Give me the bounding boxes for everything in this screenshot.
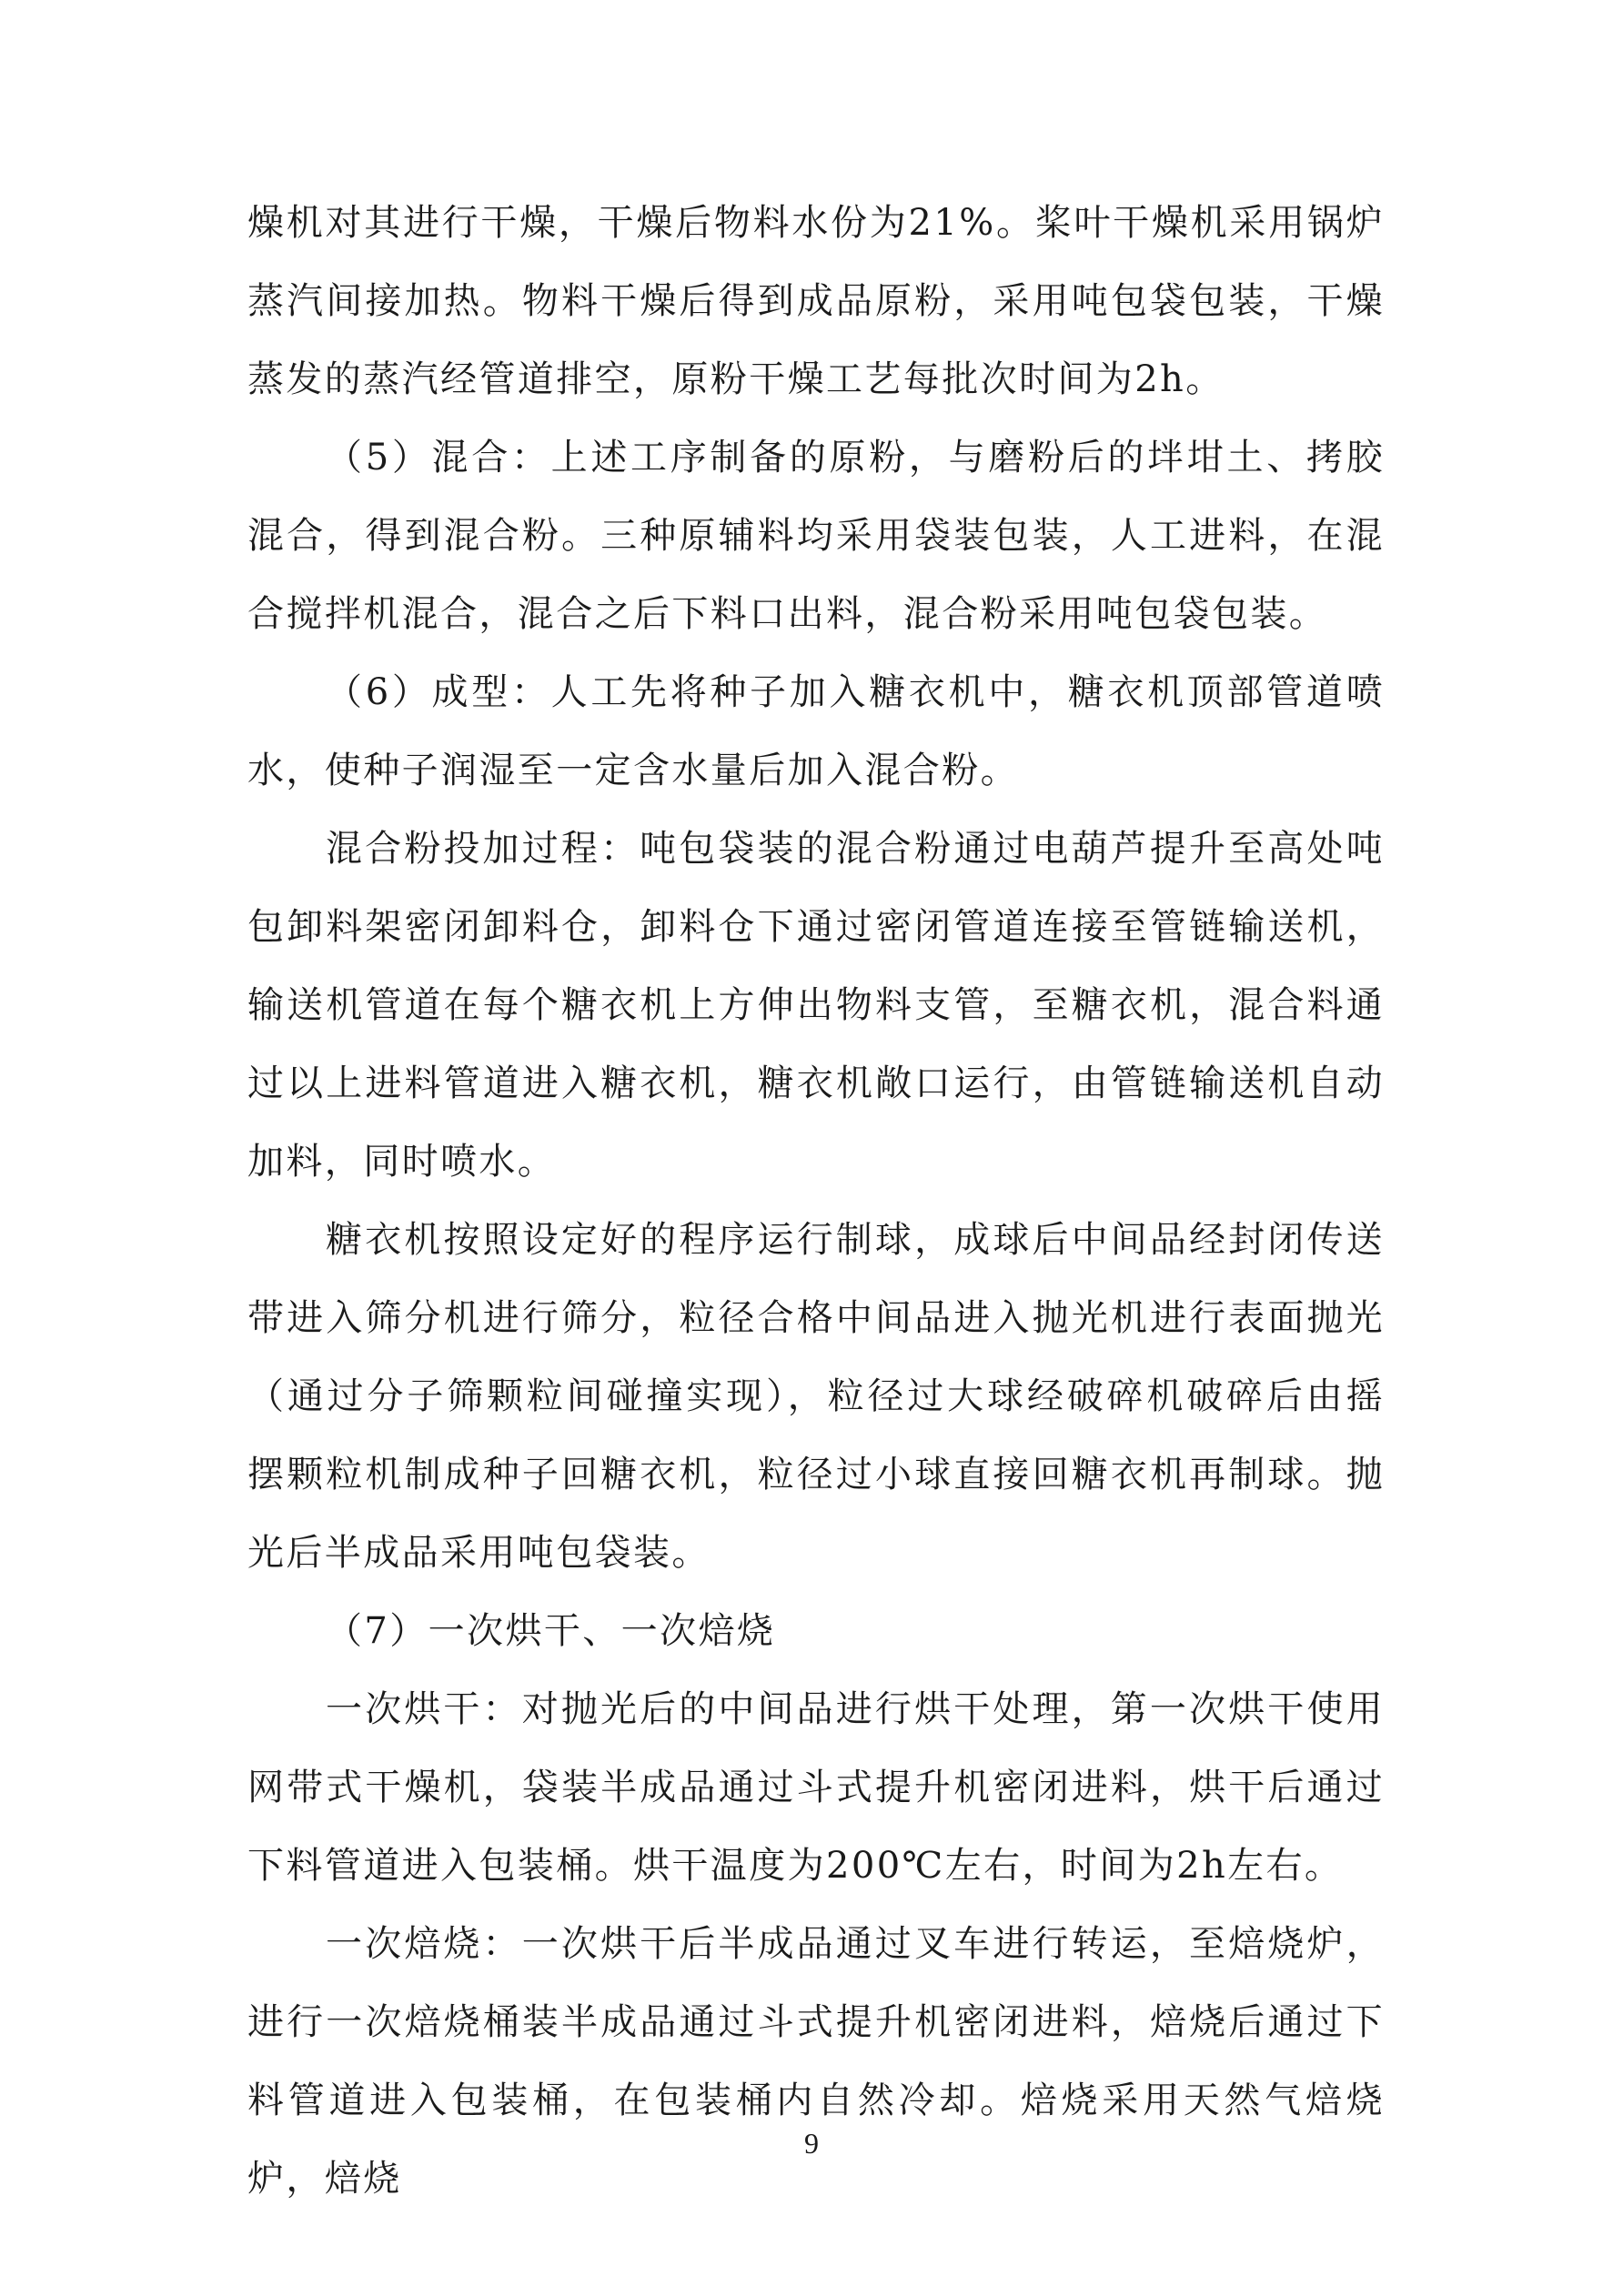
document-body (247, 184, 1385, 2218)
page-number: 9 (804, 2127, 819, 2160)
paragraph-first-roasting: 一次焙烧：一次烘干后半成品通过叉车进行转运，至焙烧炉，进行一次焙烧桶装半成品通过斗式提升机密闭进料，焙烧后通过下料管道进入包装桶，在包装桶内自然冷却。焙烧采用天然气焙烧炉，焙烧 (247, 1923, 1385, 2200)
paragraph-mixing: （5）混合：上述工序制备的原粉，与磨粉后的坢坩土、拷胶混合，得到混合粉。三种原辅料均采用袋装包装，人工进料，在混合搅拌机混合，混合之后下料口出料，混合粉采用吨包袋包装。 (247, 437, 1385, 635)
section-heading-drying-roasting: （7）一次烘干、一次焙烧 (326, 1610, 776, 1652)
paragraph-forming: （6）成型：人工先将种子加入糖衣机中，糖衣机顶部管道喷水，使种子润湿至一定含水量后加入混合粉。 (247, 671, 1385, 791)
paragraph-coating-machine: 糖衣机按照设定好的程序运行制球，成球后中间品经封闭传送带进入筛分机进行筛分，粒径合格中间品进入抛光机进行表面抛光（通过分子筛颗粒间碰撞实现），粒径过大球经破碎机破碎后由摇摆颗粒机制成种子回糖衣机，粒径过小球直接回糖衣机再制球。抛光后半成品采用吨包袋装。 (247, 1219, 1385, 1574)
paragraph-powder-feeding: 混合粉投加过程：吨包袋装的混合粉通过电葫芦提升至高处吨包卸料架密闭卸料仓，卸料仓下通过密闭管道连接至管链输送机，输送机管道在每个糖衣机上方伸出物料支管，至糖衣机，混合料通过以上进料管道进入糖衣机，糖衣机敞口运行，由管链输送机自动加料，同时喷水。 (247, 828, 1385, 1183)
paragraph-drying-continued: 燥机对其进行干燥，干燥后物料水份为21%。桨叶干燥机采用锅炉蒸汽间接加热。物料干燥后得到成品原粉，采用吨包袋包装，干燥蒸发的蒸汽经管道排空，原粉干燥工艺每批次时间为2h。 (247, 202, 1385, 400)
paragraph-first-drying: 一次烘干：对抛光后的中间品进行烘干处理，第一次烘干使用网带式干燥机，袋装半成品通过斗式提升机密闭进料，烘干后通过下料管道进入包装桶。烘干温度为200℃左右，时间为2h左右。 (247, 1688, 1385, 1887)
